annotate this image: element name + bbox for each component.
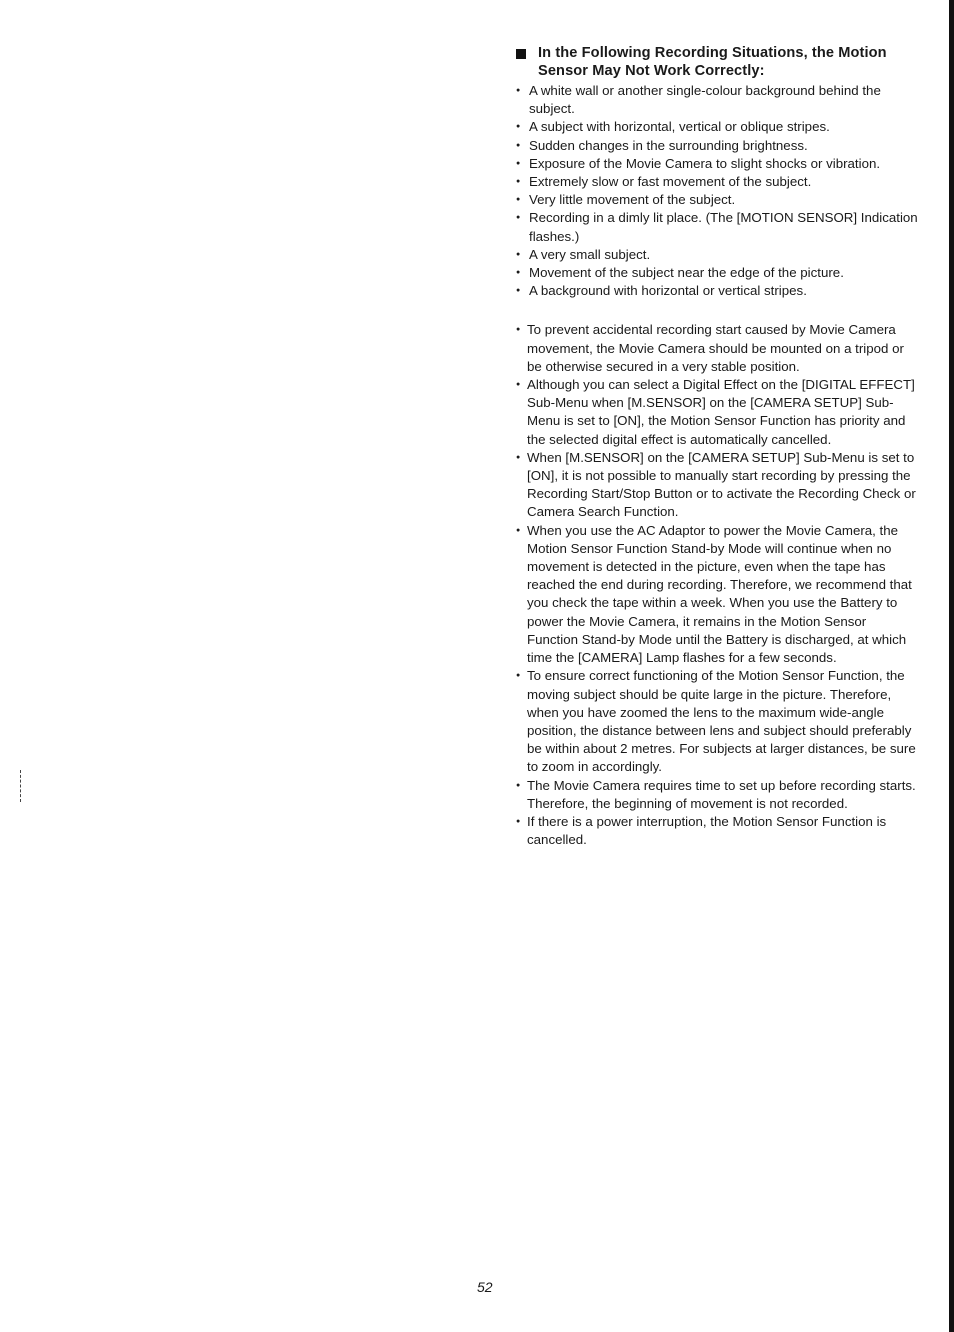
list-item: ● A subject with horizontal, vertical or oblique stripes. [514, 118, 920, 136]
note-item: ● When you use the AC Adaptor to power the Movie Camera, the Motion Sensor Function Stand-by Mode will continue when no movement is detected in the picture, even when the tape has reached the end during recording. Therefore, we recommend that you check the tape within a week. When you use the Battery to power the Movie Camera, it remains in the Motion Sensor Function Stand-by Mode until the Battery is discharged, at which time the [CAMERA] Lamp flashes for a few seconds. [514, 522, 920, 668]
note-item: ● To ensure correct functioning of the Motion Sensor Function, the moving subject should be quite large in the picture. Therefore, when you have zoomed the lens to the maximum wide-angle position, the distance between lens and subject should preferably be within about 2 metres. For subjects at larger distances, be sure to zoom in accordingly. [514, 667, 920, 776]
list-item: ● Sudden changes in the surrounding brightness. [514, 137, 920, 155]
list-item: ● Very little movement of the subject. [514, 191, 920, 209]
list-item: ● A very small subject. [514, 246, 920, 264]
list-item: ● Extremely slow or fast movement of the subject. [514, 173, 920, 191]
notes-list [514, 321, 920, 849]
note-item: ● The Movie Camera requires time to set up before recording starts. Therefore, the beginning of movement is not recorded. [514, 777, 920, 813]
square-bullet-icon [516, 49, 526, 59]
page-edge-bar [949, 0, 954, 1332]
page-number: 52 [477, 1279, 493, 1295]
note-item: ● To prevent accidental recording start caused by Movie Camera movement, the Movie Camera should be mounted on a tripod or be otherwise secured in a very stable position. [514, 321, 920, 376]
list-item: ● Movement of the subject near the edge of the picture. [514, 264, 920, 282]
list-item: ● A background with horizontal or vertical stripes. [514, 282, 920, 300]
section-heading-text: In the Following Recording Situations, the Motion Sensor May Not Work Correctly: [538, 45, 887, 79]
note-item: ● Although you can select a Digital Effect on the [DIGITAL EFFECT] Sub-Menu when [M.SENSOR] on the [CAMERA SETUP] Sub-Menu is set to [ON], the Motion Sensor Function has priority and the selected digital effect is automatically cancelled. [514, 376, 920, 449]
list-item: ● A white wall or another single-colour background behind the subject. [514, 82, 920, 118]
situations-list [514, 82, 920, 300]
note-item: ● If there is a power interruption, the Motion Sensor Function is cancelled. [514, 813, 920, 849]
binder-mark [20, 770, 22, 802]
list-item: ● Recording in a dimly lit place. (The [MOTION SENSOR] Indication flashes.) [514, 209, 920, 245]
list-item: ● Exposure of the Movie Camera to slight shocks or vibration. [514, 155, 920, 173]
content-column [514, 44, 920, 849]
section-heading [514, 44, 920, 80]
note-item: ● When [M.SENSOR] on the [CAMERA SETUP] Sub-Menu is set to [ON], it is not possible to manually start recording by pressing the Recording Start/Stop Button or to activate the Recording Check or Camera Search Function. [514, 449, 920, 522]
